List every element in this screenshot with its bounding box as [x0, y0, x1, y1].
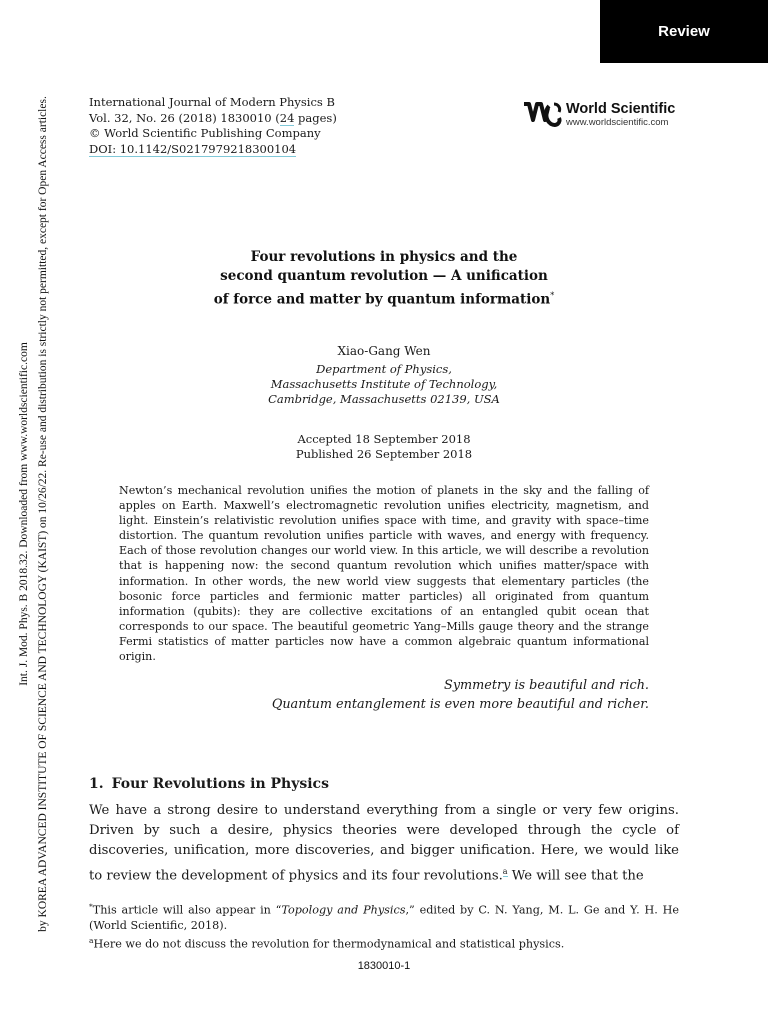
- published-date: Published 26 September 2018: [295, 447, 473, 461]
- page-number: 1830010-1: [357, 960, 411, 972]
- review-label: Review: [658, 23, 710, 40]
- abstract: Newton’s mechanical revolution unifies the motion of planets in the sky and the falling of apples on Earth. Maxwell’s electromagnetic revolution unifies electricity, magnetism, and light. Einstein’s relativistic revolution unifies space with time, and gravity with space–time distortion. The quantum revolution unifies particle with waves, and energy with frequency. Each of those revolution changes our world view. In this article, we will describe a revolution that is happening now: the second quantum revolution which unifies matter/space with information. In other words, the new world view suggests that elementary particles (the bosonic force particles and fermionic matter particles) all originated from quantum information (qubits): they are collective excitations of an entangled qubit ocean that corresponds to our space. The beautiful geometric Yang–Mills gauge theory and the strange Fermi statistics of matter particles now have a common algebraic quantum informational origin.: [119, 484, 649, 664]
- journal-info: [89, 95, 337, 157]
- epigraph-line-2: Quantum entanglement is even more beautiful and richer.: [271, 697, 649, 712]
- journal-doi: [89, 142, 337, 158]
- journal-name: International Journal of Modern Physics B: [89, 95, 335, 109]
- section-number: 1.: [89, 776, 104, 792]
- publisher-name: World Scientific: [566, 101, 676, 117]
- affiliation-line-3: Cambridge, Massachusetts 02139, USA: [268, 392, 500, 406]
- pages-link[interactable]: 24: [279, 110, 295, 125]
- doi-link[interactable]: DOI: 10.1142/S0217979218300104: [89, 141, 297, 156]
- section-heading: [89, 776, 329, 792]
- title-line-2: second quantum revolution — A unification: [220, 268, 548, 284]
- affiliation-line-2: Massachusetts Institute of Technology,: [270, 377, 498, 391]
- title-line-1: Four revolutions in physics and the: [250, 249, 518, 265]
- download-side-note: [15, 24, 53, 1004]
- title-line-3: of force and matter by quantum information*: [213, 291, 555, 308]
- paper-title: [84, 248, 684, 310]
- side-note-line-1: Int. J. Mod. Phys. B 2018.32. Downloaded from www.worldscientific.com: [18, 342, 30, 686]
- journal-copyright: © World Scientific Publishing Company: [89, 126, 321, 140]
- journal-volume: Vol. 32, No. 26 (2018) 1830010 (24 pages): [89, 110, 337, 125]
- footnote-ref-a[interactable]: a: [502, 866, 508, 876]
- publication-dates: [84, 432, 684, 462]
- footnote-star: *This article will also appear in “Topology and Physics,” edited by C. N. Yang, M. L. Ge and Y. H. He (World Scientific, 2018).: [89, 902, 679, 932]
- section-title: Four Revolutions in Physics: [111, 776, 329, 792]
- footnotes: [89, 899, 679, 951]
- epigraph-line-1: Symmetry is beautiful and rich.: [444, 678, 649, 693]
- author-name: Xiao-Gang Wen: [337, 344, 431, 358]
- title-footnote-mark[interactable]: *: [550, 291, 555, 300]
- review-badge: [600, 0, 768, 63]
- world-scientific-logo-icon: [523, 100, 563, 130]
- author-affiliation: [84, 362, 684, 407]
- section-body: We have a strong desire to understand everything from a single or very few origins. Driven by such a desire, physics theories were developed through the cycle of discoveries, unification, more discoveries, and bigger unification. Here, we would like to review the development of physics and its four revolutions.$^a$ We will see that the: [89, 803, 679, 883]
- publisher-logo[interactable]: [523, 100, 675, 130]
- affiliation-line-1: Department of Physics,: [316, 362, 452, 376]
- epigraph: [119, 676, 649, 714]
- publisher-url: www.worldscientific.com: [566, 117, 669, 128]
- side-note-line-2: by KOREA ADVANCED INSTITUTE OF SCIENCE AND TECHNOLOGY (KAIST) on 10/26/22. Re-use and distribution is strictly not permitted, except for Open Access articles.: [37, 96, 49, 932]
- accepted-date: Accepted 18 September 2018: [297, 432, 471, 446]
- footnote-a: $^a$Here we do not discuss the revolution for thermodynamical and statistical physics.: [89, 935, 565, 951]
